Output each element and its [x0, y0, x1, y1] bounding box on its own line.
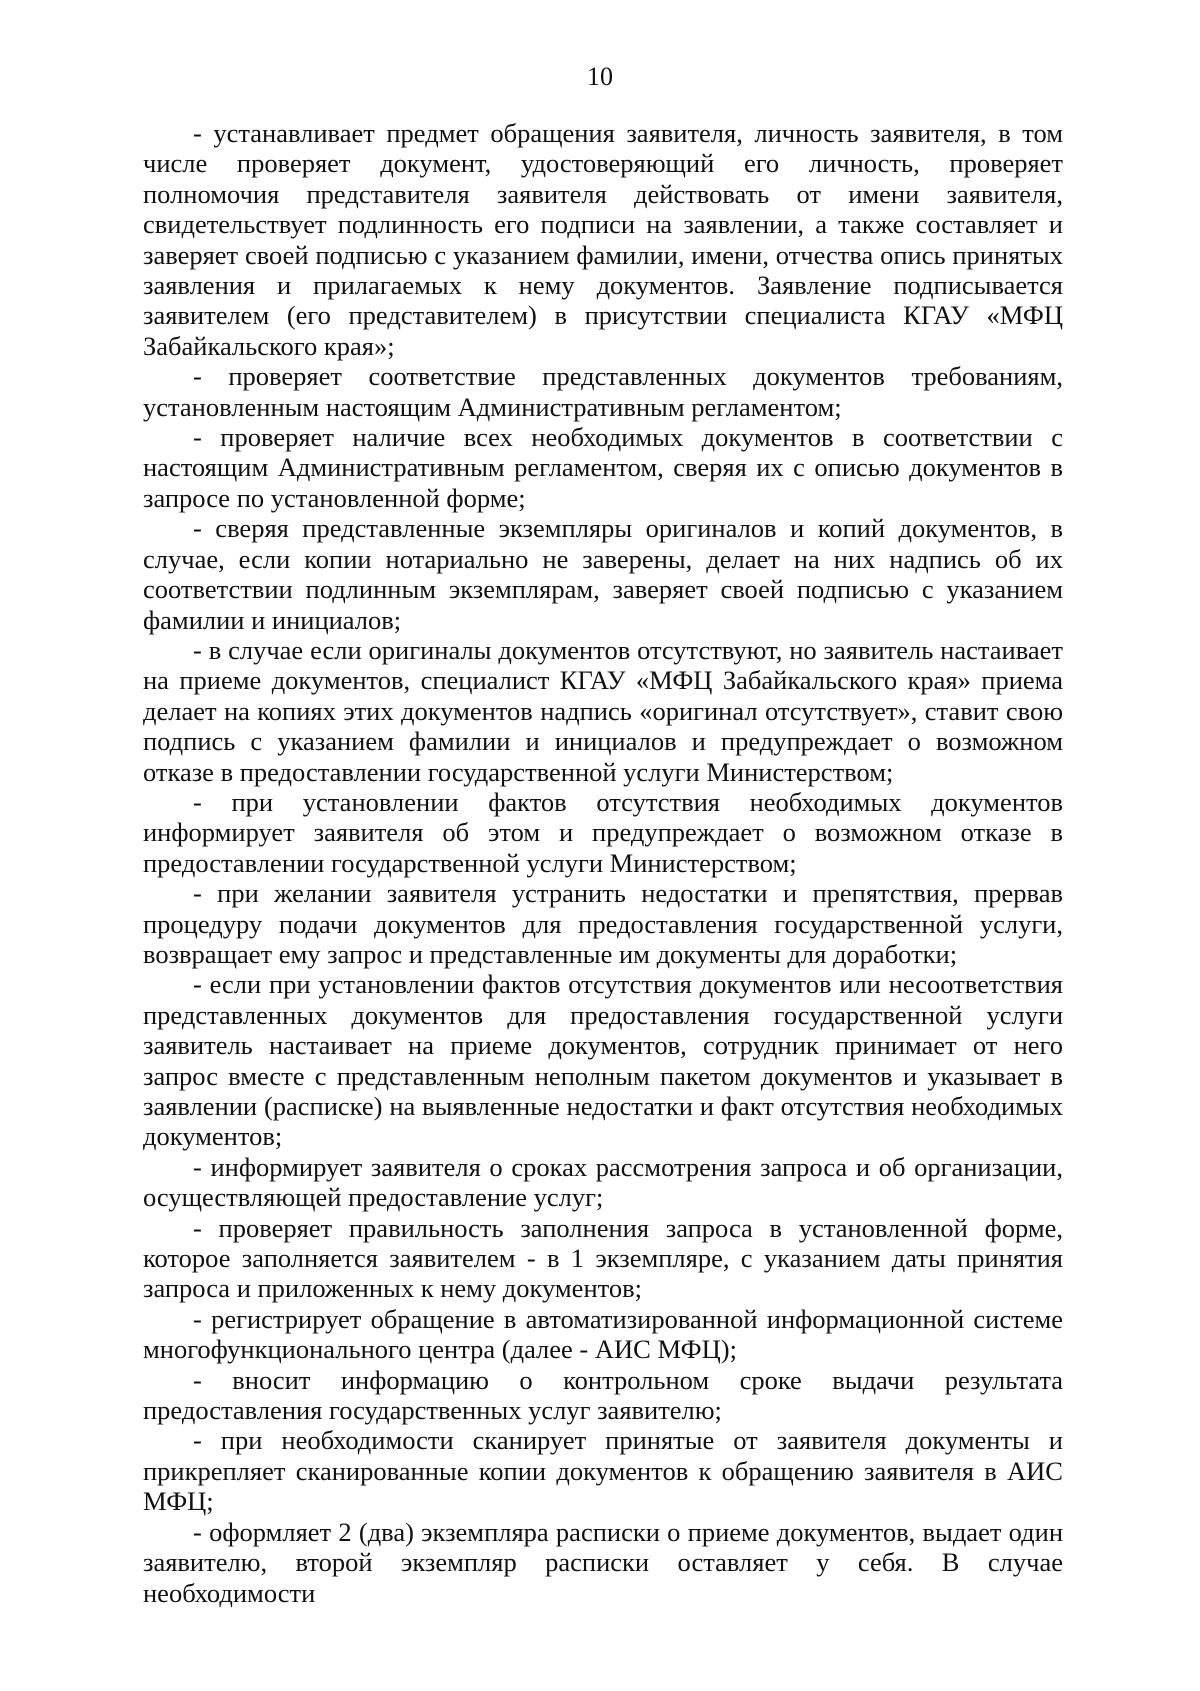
paragraph-8: - если при установлении фактов отсутствия документов или несоответствия представленных документов для предоставления государственной услуги заявитель настаивает на приеме документов, сотрудник принимает от него запрос вместе с представленным неполным пакетом документов и указывает в заявлении (расписке) на выявленные недостатки и факт отсутствия необходимых документов;: [143, 969, 1063, 1152]
paragraph-13: - при необходимости сканирует принятые от заявителя документы и прикрепляет сканированные копии документов к обращению заявителя в АИС МФЦ;: [143, 1425, 1063, 1517]
paragraph-2: - проверяет соответствие представленных документов требованиям, установленным настоящим Административным регламентом;: [143, 361, 1063, 422]
document-body: [143, 118, 1063, 1608]
paragraph-4: - сверяя представленные экземпляры оригиналов и копий документов, в случае, если копии нотариально не заверены, делает на них надпись об их соответствии подлинным экземплярам, заверяет своей подписью с указанием фамилии и инициалов;: [143, 513, 1063, 635]
paragraph-9: - информирует заявителя о сроках рассмотрения запроса и об организации, осуществляющей предоставление услуг;: [143, 1151, 1063, 1213]
paragraph-5: - в случае если оригиналы документов отсутствуют, но заявитель настаивает на приеме документов, специалист КГАУ «МФЦ Забайкальского края» приема делает на копиях этих документов надпись «оригинал отсутствует», ставит свою подпись с указанием фамилии и инициалов и предупреждает о возможном отказе в предоставлении государственной услуги Министерством;: [143, 634, 1063, 787]
paragraph-1: - устанавливает предмет обращения заявителя, личность заявителя, в том числе проверяет документ, удостоверяющий его личность, проверяет полномочия представителя заявителя действовать от имени заявителя, свидетельствует подлинность его подписи на заявлении, а также составляет и заверяет своей подписью с указанием фамилии, имени, отчества опись принятых заявления и прилагаемых к нему документов. Заявление подписывается заявителем (его представителем) в присутствии специалиста КГАУ «МФЦ Забайкальского края»;: [143, 118, 1063, 361]
paragraph-3: - проверяет наличие всех необходимых документов в соответствии с настоящим Административным регламентом, сверяя их с описью документов в запросе по установленной форме;: [143, 422, 1063, 513]
paragraph-11: - регистрирует обращение в автоматизированной информационной системе многофункционального центра (далее - АИС МФЦ);: [143, 1303, 1063, 1365]
paragraph-12: - вносит информацию о контрольном сроке выдачи результата предоставления государственных услуг заявителю;: [143, 1364, 1063, 1426]
paragraph-14: - оформляет 2 (два) экземпляра расписки о приеме документов, выдает один заявителю, второй экземпляр расписки оставляет у себя. В случае необходимости: [143, 1516, 1063, 1608]
paragraph-6: - при установлении фактов отсутствия необходимых документов информирует заявителя об этом и предупреждает о возможном отказе в предоставлении государственной услуги Министерством;: [143, 786, 1063, 878]
paragraph-10: - проверяет правильность заполнения запроса в установленной форме, которое заполняется заявителем - в 1 экземпляре, с указанием даты принятия запроса и приложенных к нему документов;: [143, 1212, 1063, 1304]
paragraph-7: - при желании заявителя устранить недостатки и препятствия, прервав процедуру подачи документов для предоставления государственной услуги, возвращает ему запрос и представленные им документы для доработки;: [143, 878, 1063, 969]
page-number: 10: [587, 62, 613, 91]
